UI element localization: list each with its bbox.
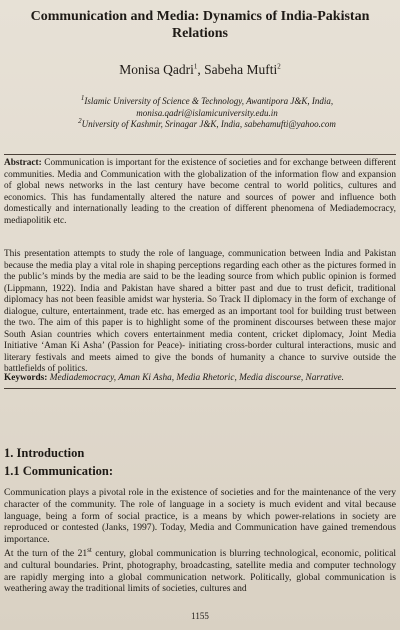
keywords-label: Keywords: — [4, 373, 48, 383]
author-2-affiliation-mark: 2 — [277, 62, 281, 71]
intro-paragraph-1: Communication plays a pivotal role in the existence of societies and for the maintenance of the very character of the community. The role of language in a society is much evident and vital because language, being a form of social practice, is a means by which power-relations in society are reproduced or contested (Janks, 1997). Today, Media and Communication have gained tremendous importance. — [4, 487, 396, 546]
affiliation-2-line-1: University of Kashmir, Srinagar J&K, India, sabehamufti@yahoo.com — [81, 119, 336, 129]
author-line — [0, 62, 400, 78]
intro-paragraph-2-ordinal: st — [87, 545, 92, 554]
affiliation-1-line-1: Islamic University of Science & Technology, Awantipora J&K, India, — [84, 96, 334, 106]
keywords-line — [4, 373, 396, 383]
intro-paragraph-2-rest: century, global communication is blurring technological, economic, political and cultural boundaries. Print, photography, broadcasting, satellite media and computer technology are rapidly merging into a global communication network. Politically, global communication is weathering away the traditional limits of societies, cultures and — [4, 548, 396, 595]
abstract-paragraph-2: This presentation attempts to study the role of language, communication between India and Pakistan because the media play a vital role in shaping perceptions regarding each other as the pictures formed in the public’s minds by the media are said to be the leading source from which public opinion is formed (Lippmann, 1922). India and Pakistan have shared a bitter past and due to trust deficit, traditional diplomacy has not been feasible amidst war hysteria. So Track II diplomacy in the form of exchange of dialogue, culture, entertainment, trade etc. has emerged as an important tool for building trust between the two. The aim of this paper is to highlight some of the prominent discourses between these major South Asian countries which covers entertainment media content, cricket diplomacy, Joint Media Initiative ‘Aman Ki Asha’ (Passion for Peace)- initiating cross-border cultural interactions, music and literary festivals and meets aimed to give the bonds of humanity a chance to survive outside the battlefields of politics. — [4, 249, 396, 374]
affiliations — [32, 96, 382, 131]
section-1-heading: 1. Introduction — [4, 446, 85, 460]
abstract-label: Abstract: — [4, 158, 42, 168]
abstract-top-rule — [4, 154, 396, 155]
page-number: 1155 — [191, 611, 209, 621]
abstract-paragraph-1 — [4, 158, 396, 227]
affiliation-1-email: monisa.qadri@islamicuniversity.edu.in — [136, 107, 278, 118]
paper-title: Communication and Media: Dynamics of India-Pakistan Relations — [30, 9, 370, 41]
keywords-text: Mediademocracy, Aman Ki Asha, Media Rhetoric, Media discourse, Narrative. — [49, 373, 344, 383]
affiliation-2-mark: 2 — [78, 117, 82, 125]
affiliation-2 — [32, 119, 382, 131]
intro-paragraph-2-start: At the turn of the 21 — [4, 548, 88, 559]
author-2: Sabeha Mufti — [204, 62, 278, 77]
author-1: Monisa Qadri — [119, 62, 194, 77]
keywords-bottom-rule — [4, 388, 396, 389]
affiliation-1 — [32, 96, 382, 108]
author-separator: , — [197, 62, 205, 77]
abstract-text-1: Communication is important for the existence of societies and for exchange between different communities. Media and Communication with the globalization of the information flow and expansion of global news networks in the last century have become central to world politics, cultures and economics. This has fundamentally altered the nature and sources of power and influence both domestically and internationally leading to the creation of different phenomena of Mediademocracy, mediapolitik etc. — [4, 158, 396, 226]
author-1-affiliation-mark: 1 — [193, 62, 198, 71]
section-1-1-heading: 1.1 Communication: — [4, 464, 114, 478]
intro-paragraph-2 — [4, 545, 396, 595]
affiliation-1-mark: 1 — [80, 94, 85, 102]
